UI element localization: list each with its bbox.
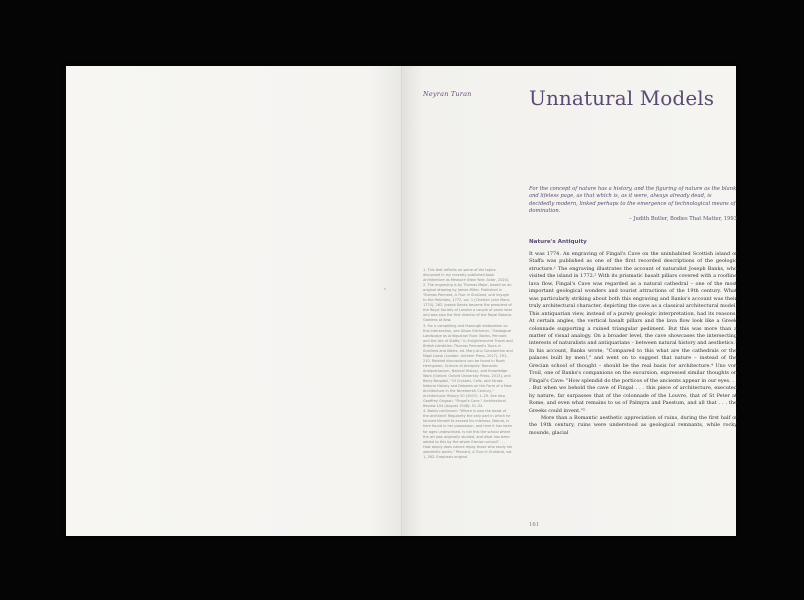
left-page-blank	[66, 66, 402, 536]
running-head-author: Neyran Turan	[423, 90, 472, 98]
section-heading: Nature's Antiquity	[529, 239, 587, 245]
footnote: 4. Banks continued: "Where is now the boast of the architect! Regularity the only part in which he fancied himself to exceed his mistress, Nature, is here found in her possession, and here it has been for ages undescribed. Is not this the school where the art was originally studied, and what has been added to this by the whole Grecian school? . . . How amply does nature repay those who study her wonderful works." Pennant, A Tour in Scotland, vol. 1, 262. Emphasis original.	[423, 409, 513, 459]
body-paragraph: More than a Romantic aesthetic appreciation of ruins, during the first half of the 19th century, ruins were understood as geological remnants, while rocky mounds, glacial	[529, 414, 737, 436]
epigraph-source: – Judith Butler, Bodies That Matter, 1993	[629, 216, 737, 222]
body-text	[529, 251, 737, 437]
chapter-title: Unnatural Models	[529, 86, 715, 110]
footnote: 1. This text reflects on some of the topics discussed in my recently published book Architecture as Measure (New York: Actar, 2020).	[423, 268, 510, 283]
marginal-notes	[423, 268, 513, 460]
footnote: 2. The engraving is by Thomas Major, based on an original drawing by James Miller. Published in Thomas Pennant, A Tour in Scotland, and Voyage to the Hebrides, 1772, vol. 1 (Chester: John Monk, 1774), 262. Joseph Banks became the president of the Royal Society of London a couple of years later and was also the first director of the Royal Botanic Gardens at Kew.	[423, 283, 513, 323]
footnote: 3. For a compelling and thorough elaboration on this intersection, see Alison Kitchener, "Geological Landscape as Antiquarian Ruin: Banks, Pennant and the Isle of Staffa," in Enlightenment Travel and British Identities: Thomas Pennant's Tours in Scotland and Wales, ed. Mary-Ann Constantine and Nigel Leask (London: Anthem Press, 2017), 191–210. Related discussions can be found in Noah Heringman, Science of Antiquity: Romantic Antiquarianism, Natural History, and Knowledge Work (Oxford: Oxford University Press, 2013), and Barry Bergdoll, "Of Crystals, Cells, and Strata: Natural History and Debates on the Form of a New Architecture in the Nineteenth Century," Architectural History 50 (2007): 1–29. See also Geoffrey Grigson, "Fingal's Cave," Architectural Review 104 (August 1948): 51–54.	[423, 323, 513, 409]
paper-speck	[384, 288, 386, 290]
body-paragraph: It was 1774. An engraving of Fingal's Cave on the uninhabited Scottish island of Staffa was published as one of the first recorded descriptions of the geologic structure.¹ The engraving illustrates the account of naturalist Joseph Banks, who visited the island in 1772.² With its prismatic basalt pillars covered with a roofline lava flow, Fingal's Cave was regarded as a natural cathedral – one of the most important geological wonders and tourist attractions of the 19th century. What was particularly striking about both this engraving and Banks's account was their truly architectural character, depicting the cave as a classical architectural model. This antiquarian view, instead of a purely geologic interpretation, had its reasons. At certain angles, the vertical basalt pillars and the lava flow look like a Greek colonnade supporting a ruined triangular pediment. But this was more than a matter of visual analogy. On a broader level, the cave showcases the intersecting interests of naturalists and antiquarians – between natural history and aesthetics.³ In his account, Banks wrote, "Compared to this what are the cathedrals or the palaces built by men!," and went on to suggest that nature – instead of the Grecian school of thought – should be the real basis for architecture.⁴ Uno von Troil, one of Banks's companions on the excursion, expressed similar thoughts on Fingal's Cave: "How splendid do the porticos of the ancients appear in our eyes. . . . But when we behold the cave of Fingal . . . this piece of architecture, executed by nature, far surpasses that of the colonnade of the Louvre, that of St Peter at Rome, and even what remains to us of Palmyra and Paestum, and all that . . . the Greeks could invent."⁵	[529, 251, 737, 414]
epigraph-quote: For the concept of nature has a history, and the figuring of nature as the blank and lifeless page, as that which is, as it were, always already dead, is decidedly modern, linked perhaps to the emergence of technological means of domination.	[529, 186, 737, 215]
page-number: 161	[529, 522, 540, 528]
